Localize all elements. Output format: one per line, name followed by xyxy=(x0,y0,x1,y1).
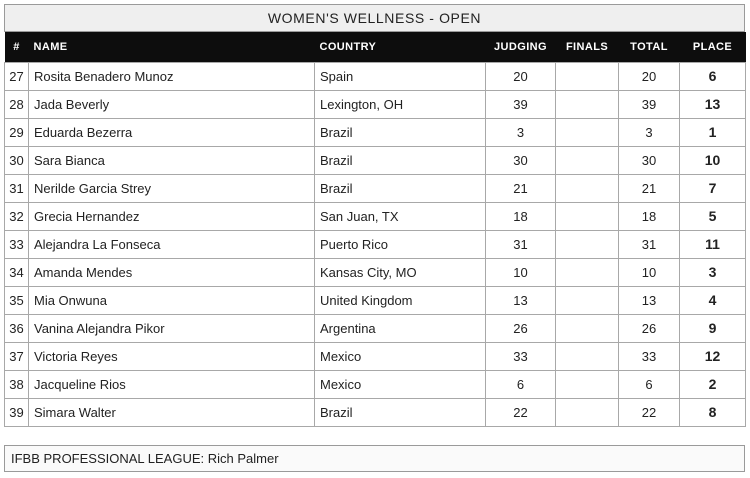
table-title: WOMEN'S WELLNESS - OPEN xyxy=(4,4,745,32)
cell-total: 20 xyxy=(619,62,680,90)
cell-num: 35 xyxy=(5,286,29,314)
cell-judging: 26 xyxy=(486,314,556,342)
cell-finals xyxy=(556,90,619,118)
cell-place: 13 xyxy=(680,90,746,118)
table-row xyxy=(5,342,746,370)
cell-num: 28 xyxy=(5,90,29,118)
header-num: # xyxy=(13,40,20,53)
table-row xyxy=(5,314,746,342)
cell-name: Jada Beverly xyxy=(29,90,315,118)
table-row xyxy=(5,258,746,286)
header-finals: FINALS xyxy=(565,40,609,53)
cell-name: Simara Walter xyxy=(29,398,315,426)
cell-name: Jacqueline Rios xyxy=(29,370,315,398)
cell-place: 5 xyxy=(680,202,746,230)
cell-finals xyxy=(556,118,619,146)
cell-place: 11 xyxy=(680,230,746,258)
header-judging: JUDGING xyxy=(494,40,547,53)
cell-finals xyxy=(556,286,619,314)
cell-judging: 22 xyxy=(486,398,556,426)
cell-num: 29 xyxy=(5,118,29,146)
cell-num: 38 xyxy=(5,370,29,398)
cell-num: 39 xyxy=(5,398,29,426)
cell-judging: 31 xyxy=(486,230,556,258)
cell-country: Brazil xyxy=(315,174,486,202)
cell-name: Victoria Reyes xyxy=(29,342,315,370)
cell-num: 27 xyxy=(5,62,29,90)
results-sheet xyxy=(4,4,745,427)
header-total: TOTAL xyxy=(630,40,668,53)
cell-judging: 21 xyxy=(486,174,556,202)
cell-total: 30 xyxy=(619,146,680,174)
cell-total: 31 xyxy=(619,230,680,258)
table-row xyxy=(5,62,746,90)
cell-name: Sara Bianca xyxy=(29,146,315,174)
table-body xyxy=(5,62,746,426)
cell-country: Argentina xyxy=(315,314,486,342)
header-place: PLACE xyxy=(692,40,733,53)
table-row xyxy=(5,146,746,174)
cell-country: Brazil xyxy=(315,146,486,174)
cell-total: 10 xyxy=(619,258,680,286)
cell-country: Lexington, OH xyxy=(315,90,486,118)
cell-finals xyxy=(556,370,619,398)
cell-place: 1 xyxy=(680,118,746,146)
cell-num: 37 xyxy=(5,342,29,370)
cell-num: 31 xyxy=(5,174,29,202)
cell-judging: 3 xyxy=(486,118,556,146)
cell-name: Grecia Hernandez xyxy=(29,202,315,230)
table-header-row xyxy=(5,32,746,62)
cell-place: 4 xyxy=(680,286,746,314)
header-country: COUNTRY xyxy=(319,40,377,53)
cell-place: 7 xyxy=(680,174,746,202)
cell-judging: 20 xyxy=(486,62,556,90)
results-table xyxy=(4,32,746,427)
cell-total: 18 xyxy=(619,202,680,230)
cell-name: Rosita Benadero Munoz xyxy=(29,62,315,90)
table-row xyxy=(5,286,746,314)
table-row xyxy=(5,398,746,426)
cell-place: 8 xyxy=(680,398,746,426)
cell-name: Nerilde Garcia Strey xyxy=(29,174,315,202)
cell-total: 21 xyxy=(619,174,680,202)
cell-country: San Juan, TX xyxy=(315,202,486,230)
footer-credit: IFBB PROFESSIONAL LEAGUE: Rich Palmer xyxy=(4,445,745,472)
cell-num: 32 xyxy=(5,202,29,230)
cell-finals xyxy=(556,62,619,90)
cell-total: 39 xyxy=(619,90,680,118)
cell-place: 6 xyxy=(680,62,746,90)
cell-num: 34 xyxy=(5,258,29,286)
table-row xyxy=(5,230,746,258)
cell-judging: 39 xyxy=(486,90,556,118)
cell-name: Mia Onwuna xyxy=(29,286,315,314)
cell-country: Mexico xyxy=(315,370,486,398)
cell-country: Brazil xyxy=(315,398,486,426)
cell-name: Amanda Mendes xyxy=(29,258,315,286)
cell-name: Vanina Alejandra Pikor xyxy=(29,314,315,342)
header-name: NAME xyxy=(33,40,68,53)
cell-num: 33 xyxy=(5,230,29,258)
cell-total: 33 xyxy=(619,342,680,370)
cell-judging: 10 xyxy=(486,258,556,286)
cell-place: 2 xyxy=(680,370,746,398)
cell-place: 9 xyxy=(680,314,746,342)
cell-finals xyxy=(556,398,619,426)
cell-name: Alejandra La Fonseca xyxy=(29,230,315,258)
table-row xyxy=(5,90,746,118)
cell-finals xyxy=(556,174,619,202)
cell-country: Kansas City, MO xyxy=(315,258,486,286)
cell-judging: 13 xyxy=(486,286,556,314)
cell-num: 30 xyxy=(5,146,29,174)
cell-judging: 6 xyxy=(486,370,556,398)
cell-country: Brazil xyxy=(315,118,486,146)
cell-judging: 33 xyxy=(486,342,556,370)
cell-total: 26 xyxy=(619,314,680,342)
cell-place: 12 xyxy=(680,342,746,370)
table-row xyxy=(5,202,746,230)
cell-num: 36 xyxy=(5,314,29,342)
cell-finals xyxy=(556,314,619,342)
cell-country: United Kingdom xyxy=(315,286,486,314)
cell-total: 6 xyxy=(619,370,680,398)
cell-judging: 18 xyxy=(486,202,556,230)
cell-finals xyxy=(556,202,619,230)
cell-judging: 30 xyxy=(486,146,556,174)
cell-total: 3 xyxy=(619,118,680,146)
table-row xyxy=(5,174,746,202)
cell-country: Puerto Rico xyxy=(315,230,486,258)
cell-total: 13 xyxy=(619,286,680,314)
cell-total: 22 xyxy=(619,398,680,426)
cell-place: 3 xyxy=(680,258,746,286)
cell-place: 10 xyxy=(680,146,746,174)
table-row xyxy=(5,370,746,398)
cell-name: Eduarda Bezerra xyxy=(29,118,315,146)
cell-country: Mexico xyxy=(315,342,486,370)
cell-finals xyxy=(556,230,619,258)
cell-country: Spain xyxy=(315,62,486,90)
cell-finals xyxy=(556,146,619,174)
cell-finals xyxy=(556,342,619,370)
cell-finals xyxy=(556,258,619,286)
table-row xyxy=(5,118,746,146)
